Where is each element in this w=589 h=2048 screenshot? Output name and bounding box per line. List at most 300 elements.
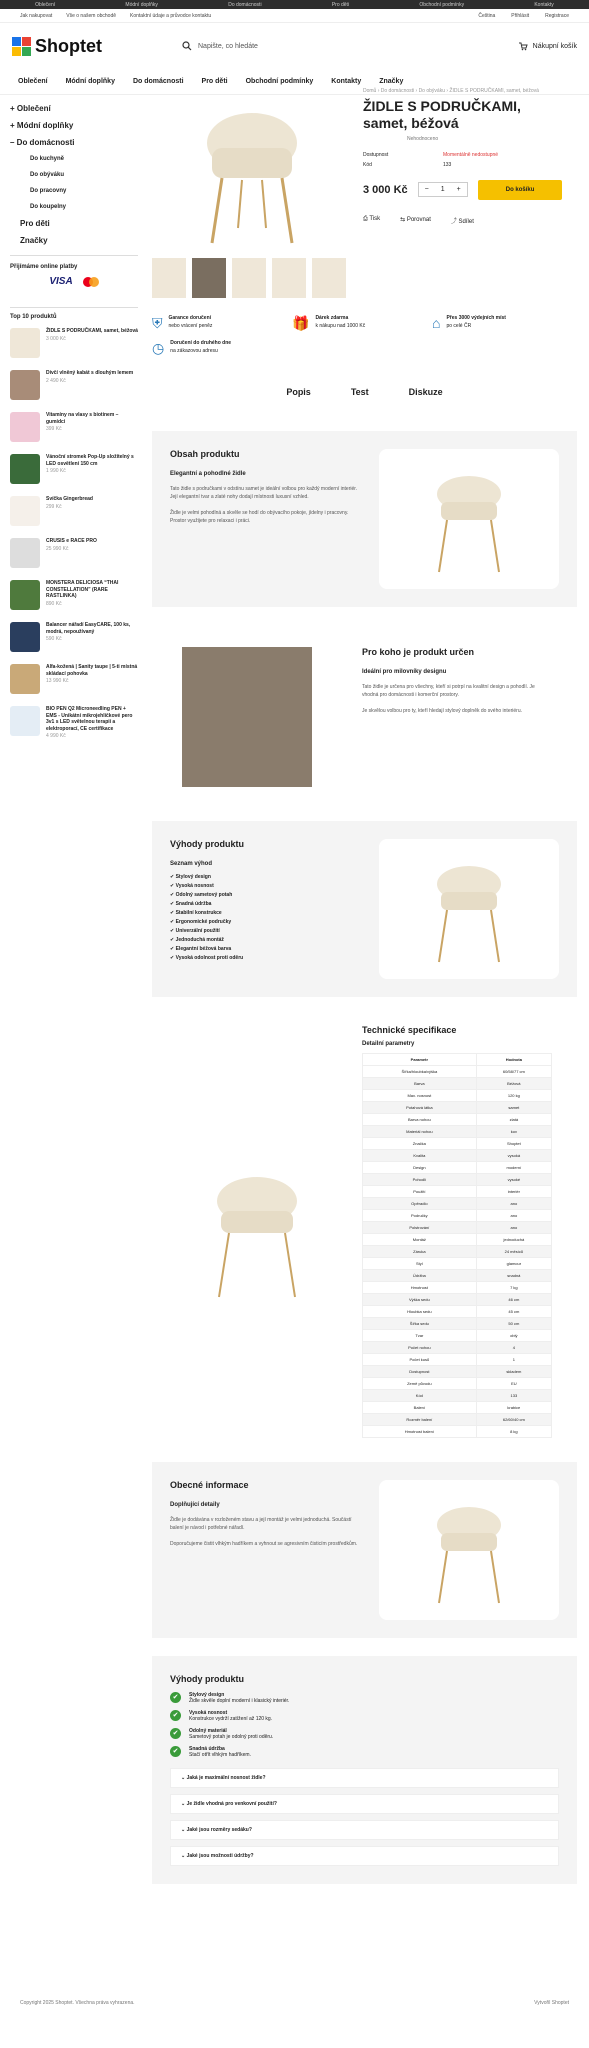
section-text: Tato židle je určena pro všechny, kteří si potrpí na kvalitní design a pohodlí. Je vhodná pro domácnosti i komerční prostory. — [362, 683, 535, 698]
product-price: 2 490 Kč — [46, 377, 66, 384]
benefit-text: nebo vrácení peněz — [168, 322, 213, 329]
table-row — [363, 1077, 552, 1089]
product-name: BIO PEN Q2 Microneedling PEN + EMS - Unikátní mikrojehličkové pero 3v1 s LED světelnou terapií a elektroporací, CE certifikace — [46, 706, 133, 732]
cart-label: Nákupní košík — [532, 42, 577, 50]
list-item-title: Vysoká nosnost — [189, 1709, 228, 1716]
benefits — [152, 315, 577, 357]
stock-label: Dostupnost — [363, 151, 389, 158]
table-header: Parametr — [363, 1053, 477, 1065]
buy-box — [363, 180, 577, 200]
list-item: ✔ Vysoká nosnost — [170, 882, 214, 889]
spec-param: Hmotnost — [363, 1281, 477, 1293]
benefit-title: Garance doručení — [168, 314, 212, 321]
spec-value: snadná — [476, 1269, 551, 1281]
table-row — [363, 1293, 552, 1305]
product-price: 590 Kč — [46, 636, 62, 642]
section-pro-koho — [152, 647, 577, 787]
top-products — [10, 307, 138, 766]
product-thumb — [10, 664, 40, 694]
benefit-list — [170, 873, 359, 963]
topbar-link[interactable]: Do domácnosti — [228, 1, 262, 8]
code-label: Kód — [363, 161, 372, 168]
benefit-title: Přes 3000 výdejních míst — [446, 314, 506, 321]
spec-param: Záruka — [363, 1245, 477, 1257]
share-label: Sdílet — [458, 218, 474, 225]
product-item[interactable] — [10, 622, 138, 656]
spec-param: Hmotnost balení — [363, 1425, 477, 1437]
section-image — [379, 839, 559, 979]
section-subtitle: Ideální pro milovníky designu — [362, 668, 447, 675]
spec-value: kov — [476, 1125, 551, 1137]
list-item: ✔ Snadná údržba — [170, 900, 212, 907]
sidebar-category-label: Oblečení — [16, 104, 51, 113]
section-title: Technické specifikace — [362, 1024, 457, 1035]
spec-value: jednoduchá — [476, 1233, 551, 1245]
stock-info — [363, 152, 563, 158]
spec-value: Shoptet — [476, 1137, 551, 1149]
table-row — [363, 1341, 552, 1353]
benefit-item — [152, 315, 292, 332]
list-item-text: Vysoká odolnost proti oděru — [175, 954, 244, 961]
section-text: Židle je dodávána v rozloženém stavu a její montáž je velmi jednoduchá. Součástí balení je návod i potřebné nářadí. — [170, 1516, 352, 1531]
list-item — [170, 1710, 559, 1722]
spec-param: Max. nosnost — [363, 1089, 477, 1101]
list-item-text: Sametový potah je odolný proti oděru. — [189, 1733, 274, 1740]
list-item: ✔ Elegantní béžová barva — [170, 945, 232, 952]
spec-param: Hloubka sedu — [363, 1305, 477, 1317]
table-row — [363, 1197, 552, 1209]
list-item-text: Elegantní béžová barva — [175, 945, 232, 952]
check-icon: ✔ — [170, 1710, 181, 1721]
list-item-title: Odolný materiál — [189, 1727, 227, 1734]
faq-item[interactable]: ⌄ Jaké jsou možnosti údržby? — [170, 1846, 559, 1866]
payments-title: Přijímáme online platby — [10, 264, 78, 270]
list-item: ✔ Ergonomické područky — [170, 918, 232, 925]
top-products-title: Top 10 produktů — [10, 314, 57, 320]
spec-param: Země původu — [363, 1377, 477, 1389]
benefit-title: Doručení do druhého dne — [170, 339, 232, 346]
list-item-text: Stabilní konstrukce — [175, 909, 222, 916]
faq-item[interactable]: ⌄ Jaká je maximální nosnost židle? — [170, 1768, 559, 1788]
benefit-item — [432, 315, 572, 332]
section-subtitle: Detailní parametry — [362, 1040, 415, 1047]
product-item[interactable] — [10, 412, 138, 446]
sidebar-category-label: Módní doplňky — [16, 121, 74, 130]
spec-param: Polstrování — [363, 1221, 477, 1233]
faq-question: Jaká je maximální nosnost židle? — [186, 1774, 266, 1781]
table-row — [363, 1113, 552, 1125]
code-value: 133 — [443, 161, 452, 168]
product-image[interactable] — [152, 88, 352, 248]
footer-copyright: Copyright 2025 Shoptet. Všechna práva vyhrazena. — [20, 2000, 135, 2006]
table-row — [363, 1245, 552, 1257]
product-price: 399 Kč — [46, 426, 62, 432]
product-price: 13 990 Kč — [46, 678, 69, 684]
nav-item[interactable]: Obchodní podmínky — [245, 78, 314, 85]
product-thumb — [10, 412, 40, 442]
logo[interactable] — [12, 36, 102, 57]
table-row — [363, 1269, 552, 1281]
list-item-text: Snadná údržba — [175, 900, 212, 907]
tab-popis[interactable]: Popis — [286, 386, 311, 397]
tab-diskuze[interactable]: Diskuze — [408, 386, 443, 397]
list-item-text: Konstrukce vydrží zatížení až 120 kg. — [189, 1715, 273, 1722]
nav-item[interactable]: Do domácnosti — [132, 78, 184, 85]
compare-button[interactable]: ⇆ Porovnat — [400, 216, 431, 223]
nav-item[interactable]: Oblečení — [18, 78, 48, 85]
sidebar-category[interactable]: Pro děti — [20, 219, 50, 228]
spec-value: vysoká — [476, 1149, 551, 1161]
product-name: Dívčí vlněný kabát s dlouhým lemem — [46, 370, 134, 376]
language-select[interactable]: Čeština — [478, 12, 496, 19]
spec-param: Kvalita — [363, 1149, 477, 1161]
table-row — [363, 1365, 552, 1377]
table-row — [363, 1377, 552, 1389]
product-name: Vitamíny na vlasy s biotinem – gumídci — [46, 412, 119, 425]
section-obsah — [152, 431, 577, 607]
table-row — [363, 1125, 552, 1137]
section-image — [379, 1480, 559, 1620]
gallery-thumb[interactable] — [312, 258, 346, 298]
spec-param: Šířka sedu — [363, 1317, 477, 1329]
product-item[interactable] — [10, 496, 138, 530]
list-item — [170, 1728, 559, 1740]
section-title: Obsah produktu — [170, 448, 240, 459]
spec-value: 1 — [476, 1353, 551, 1365]
benefit-list — [170, 1692, 559, 1758]
list-item — [170, 1746, 559, 1758]
spec-param: Údržba — [363, 1269, 477, 1281]
code-info — [363, 162, 563, 168]
section-image — [182, 647, 312, 787]
tab-test[interactable]: Test — [350, 386, 369, 397]
spec-param: Područky — [363, 1209, 477, 1221]
spec-value: skladem — [476, 1365, 551, 1377]
topbar-link[interactable]: Oblečení — [35, 1, 56, 8]
search-icon — [182, 41, 192, 51]
spec-param: Kód — [363, 1389, 477, 1401]
faq-item[interactable]: ⌄ Jaké jsou rozměry sedáku? — [170, 1820, 559, 1840]
spec-value: interiér — [476, 1185, 551, 1197]
benefit-text: po celé ČR — [446, 322, 472, 329]
product-thumb — [10, 538, 40, 568]
faq-list — [170, 1768, 559, 1866]
table-row — [363, 1305, 552, 1317]
spec-param: Balení — [363, 1401, 477, 1413]
product-price: 25 990 Kč — [46, 545, 69, 552]
list-item: ✔ Odolný sametový potah — [170, 891, 233, 898]
table-row — [363, 1173, 552, 1185]
spec-param: Rozměr balení — [363, 1413, 477, 1425]
price: 3 000 Kč — [363, 183, 408, 196]
product-price: 890 Kč — [46, 600, 62, 607]
list-item: ✔ Vysoká odolnost proti oděru — [170, 954, 244, 961]
gallery-thumb[interactable] — [192, 258, 226, 298]
section-title: Výhody produktu — [170, 838, 244, 849]
footer-brand[interactable]: Vytvořil Shoptet — [534, 2000, 569, 2006]
product-name: CRUSIS e RACE PRO — [46, 538, 97, 544]
topbar-link[interactable]: Kontakty — [534, 1, 554, 8]
secondary-bar — [0, 9, 589, 23]
spec-value: vysoké — [476, 1173, 551, 1185]
table-header: Hodnota — [476, 1053, 551, 1065]
table-row — [363, 1149, 552, 1161]
list-item: ✔ Jednoduchá montáž — [170, 936, 224, 943]
gallery-thumb[interactable] — [232, 258, 266, 298]
cart-button[interactable] — [518, 41, 577, 51]
shield-icon: ⛨ — [152, 314, 163, 331]
spec-value: glamour — [476, 1257, 551, 1269]
spec-value: 133 — [476, 1389, 551, 1401]
spec-value: 24 měsíců — [476, 1245, 551, 1257]
logo-mark — [12, 37, 31, 56]
benefit-title: Dárek zdarma — [315, 314, 349, 321]
section-image — [379, 449, 559, 589]
spec-value: 4 — [476, 1341, 551, 1353]
product-thumb — [10, 328, 40, 358]
spec-param: Použití — [363, 1185, 477, 1197]
spec-value: samet — [476, 1101, 551, 1113]
table-row — [363, 1425, 552, 1437]
check-icon: ✔ — [170, 1692, 181, 1703]
footer — [0, 1988, 589, 2018]
sidebar-category-label: Do domácnosti — [16, 138, 75, 147]
product-item[interactable] — [10, 370, 138, 404]
table-row — [363, 1089, 552, 1101]
store-icon: ⌂ — [432, 314, 441, 331]
minus-icon[interactable]: − — [424, 186, 429, 194]
product-price: 1 990 Kč — [46, 468, 66, 474]
list-item: ✔ Stabilní konstrukce — [170, 909, 222, 916]
product-item[interactable] — [10, 328, 138, 362]
nav-item[interactable]: Pro děti — [201, 78, 228, 85]
stock-value: Momentálně nedostupné — [443, 151, 499, 158]
table-row — [363, 1401, 552, 1413]
section-subtitle: Seznam výhod — [170, 860, 213, 867]
table-row — [363, 1329, 552, 1341]
section-vyhody-2 — [152, 1656, 577, 1884]
product-name: ŽIDLE S PODRUČKAMI, samet, béžová — [46, 328, 138, 334]
sidebar-category[interactable]: + Módní doplňky — [10, 121, 74, 130]
list-item-text: Stylový design — [175, 873, 211, 880]
sidebar-subcategory[interactable]: Do koupelny — [30, 204, 67, 210]
table-row — [363, 1101, 552, 1113]
search-bar[interactable] — [182, 41, 258, 51]
list-item: ✔ Stylový design — [170, 873, 211, 880]
spec-param: Počet kusů — [363, 1353, 477, 1365]
list-item-title: Snadná údržba — [189, 1745, 225, 1752]
section-vyhody — [152, 821, 577, 997]
plus-icon[interactable]: + — [456, 186, 461, 194]
nav-item[interactable]: Módní doplňky — [65, 78, 115, 85]
faq-question: Je židle vhodná pro venkovní použití? — [186, 1800, 277, 1807]
compare-label: Porovnat — [406, 216, 431, 223]
product-item[interactable] — [10, 580, 138, 614]
sidebar-subcategory[interactable]: Do pracovny — [30, 188, 67, 194]
topbar-link[interactable]: Pro děti — [331, 1, 350, 8]
product-thumb — [10, 706, 40, 736]
check-icon: ✔ — [170, 1746, 181, 1757]
spec-value: 120 kg — [476, 1089, 551, 1101]
sidebar-subcategory[interactable]: Do kuchyně — [30, 156, 65, 162]
spec-param: Opěradlo — [363, 1197, 477, 1209]
list-item — [170, 1692, 559, 1704]
topbar — [0, 0, 589, 9]
logo-text: Shoptet — [35, 35, 102, 56]
table-row — [363, 1233, 552, 1245]
product-name: Alfa-kožená | Sanity taupe | 5-ti místná skládací pohovka — [46, 664, 138, 677]
list-item: ✔ Univerzální použití — [170, 927, 220, 934]
section-obecne — [152, 1462, 577, 1638]
topbar-link[interactable]: Obchodní podmínky — [419, 1, 465, 8]
spec-param: Barva — [363, 1077, 477, 1089]
product-actions — [363, 216, 577, 225]
print-label: Tisk — [369, 215, 381, 222]
section-text: Doporučujeme čistit vlhkým hadříkem a vyhnout se agresivním čisticím prostředkům. — [170, 1540, 358, 1547]
table-row — [363, 1065, 552, 1077]
spec-value: EU — [476, 1377, 551, 1389]
table-row — [363, 1413, 552, 1425]
list-item-text: Univerzální použití — [175, 927, 220, 934]
spec-param: Dostupnost — [363, 1365, 477, 1377]
secbar-link[interactable]: Kontaktní údaje a průvodce kontaktu — [130, 12, 212, 19]
spec-value: 46 cm — [476, 1293, 551, 1305]
product-price: 299 Kč — [46, 503, 62, 510]
table-row — [363, 1389, 552, 1401]
section-image — [152, 1025, 362, 1438]
spec-value: 45 cm — [476, 1305, 551, 1317]
product-thumb — [10, 370, 40, 400]
spec-param: Materiál nohou — [363, 1125, 477, 1137]
spec-value: ano — [476, 1209, 551, 1221]
mastercard-icon — [83, 277, 99, 287]
benefit-item — [292, 315, 432, 332]
faq-question: Jaké jsou možnosti údržby? — [186, 1852, 254, 1859]
product-gallery — [152, 88, 352, 298]
list-item-text: Jednoduchá montáž — [175, 936, 224, 943]
spec-value: 50 cm — [476, 1317, 551, 1329]
spec-param: Tvar — [363, 1329, 477, 1341]
product-name: Vánoční stromek Pop-Up složitelný s LED osvětlení 150 cm — [46, 454, 134, 467]
section-text: Židle je velmi pohodlná a skvěle se hodí do obývacího pokoje, jídelny i pracovny. Prostor využijete pro relaxaci i práci. — [170, 509, 349, 524]
spec-value: oblý — [476, 1329, 551, 1341]
cart-icon — [518, 41, 528, 51]
section-specs — [152, 1025, 577, 1438]
product-thumb — [10, 454, 40, 484]
benefit-item — [152, 340, 292, 357]
visa-logo: VISA — [49, 276, 73, 287]
quantity-stepper[interactable] — [418, 182, 468, 197]
quantity-value[interactable]: 1 — [440, 186, 445, 194]
list-item-text: Odolný sametový potah — [175, 891, 233, 898]
spec-param: Šířka/hloubka/výška — [363, 1065, 477, 1077]
sidebar — [10, 100, 138, 766]
gallery-thumbs — [152, 258, 352, 298]
spec-value: Béžová — [476, 1077, 551, 1089]
login-link[interactable]: Přihlásit — [511, 12, 530, 19]
rating: Nehodnoceno — [407, 135, 439, 142]
spec-table — [362, 1053, 552, 1438]
check-icon: ✔ — [170, 1728, 181, 1739]
sidebar-category[interactable]: Značky — [20, 236, 48, 245]
topbar-link[interactable]: Módní doplňky — [125, 1, 158, 8]
table-row — [363, 1317, 552, 1329]
page-title: ŽIDLE S PODRUČKAMI, samet, béžová — [363, 98, 521, 131]
payments-box — [10, 255, 138, 287]
spec-value: 60/58/77 cm — [476, 1065, 551, 1077]
add-to-cart-button[interactable]: Do košíku — [478, 180, 563, 200]
section-subtitle: Elegantní a pohodlné židle — [170, 470, 246, 477]
table-row — [363, 1185, 552, 1197]
product-name: Svíčka Gingerbread — [46, 496, 93, 502]
spec-value: ano — [476, 1197, 551, 1209]
nav-item[interactable]: Značky — [379, 78, 404, 85]
table-row — [363, 1209, 552, 1221]
table-row — [363, 1137, 552, 1149]
secbar-link[interactable]: Vše o našem obchodě — [66, 12, 117, 19]
spec-param: Pohodlí — [363, 1173, 477, 1185]
print-button[interactable]: ⎙ Tisk — [363, 215, 381, 222]
benefit-text: k nákupu nad 1000 Kč — [315, 322, 366, 329]
spec-value: 8 kg — [476, 1425, 551, 1437]
secbar-link[interactable]: Jak nakupovat — [20, 12, 53, 19]
spec-param: Montáž — [363, 1233, 477, 1245]
share-button[interactable]: ⤴ Sdílet — [450, 218, 474, 225]
register-link[interactable]: Registrace — [545, 12, 569, 19]
breadcrumb[interactable]: Domů › Do domácnosti › Do obýváku › ŽIDLE S PODRUČKAMI, samet, béžová — [363, 88, 539, 94]
spec-value: 7 kg — [476, 1281, 551, 1293]
spec-value: krabice — [476, 1401, 551, 1413]
section-title: Pro koho je produkt určen — [362, 646, 475, 657]
sidebar-category[interactable]: + Oblečení — [10, 104, 51, 113]
clock-icon: ◷ — [152, 339, 165, 356]
product-item[interactable] — [10, 538, 138, 572]
section-title: Výhody produktu — [170, 1673, 244, 1684]
product-item[interactable] — [10, 454, 138, 488]
gift-icon: 🎁 — [292, 314, 310, 331]
sidebar-category[interactable]: – Do domácnosti — [10, 138, 75, 147]
product-thumb — [10, 496, 40, 526]
faq-item[interactable]: ⌄ Je židle vhodná pro venkovní použití? — [170, 1794, 559, 1814]
gallery-thumb[interactable] — [272, 258, 306, 298]
nav-item[interactable]: Kontakty — [331, 78, 362, 85]
product-tabs — [152, 387, 577, 397]
product-item[interactable] — [10, 706, 138, 766]
spec-value: moderní — [476, 1161, 551, 1173]
product-item[interactable] — [10, 664, 138, 698]
table-row — [363, 1353, 552, 1365]
product-thumb — [10, 580, 40, 610]
section-title: Obecné informace — [170, 1479, 249, 1490]
spec-param: Styl — [363, 1257, 477, 1269]
spec-param: Počet nohou — [363, 1341, 477, 1353]
search-input[interactable]: Napište, co hledáte — [198, 42, 258, 50]
list-item-title: Stylový design — [189, 1691, 225, 1698]
section-text: Tato židle s područkami v odstínu samet je ideální volbou pro každý moderní interiér. Její elegantní tvar a zlaté nohy dodají místnosti luxusní vzhled. — [170, 485, 358, 500]
spec-value: zlatá — [476, 1113, 551, 1125]
section-text: Je skvělou volbou pro ty, kteří hledají stylový doplněk do svého interiéru. — [362, 707, 522, 714]
product-thumb — [10, 622, 40, 652]
list-item-text: Vysoká nosnost — [175, 882, 214, 889]
section-subtitle: Doplňující detaily — [170, 1501, 220, 1508]
sidebar-subcategory[interactable]: Do obýváku — [30, 172, 65, 178]
product-price: 3 000 Kč — [46, 335, 66, 342]
gallery-thumb[interactable] — [152, 258, 186, 298]
spec-param: Značka — [363, 1137, 477, 1149]
list-item-text: Stačí otřít vlhkým hadříkem. — [189, 1751, 251, 1758]
spec-param: Výška sedu — [363, 1293, 477, 1305]
spec-param: Design — [363, 1161, 477, 1173]
